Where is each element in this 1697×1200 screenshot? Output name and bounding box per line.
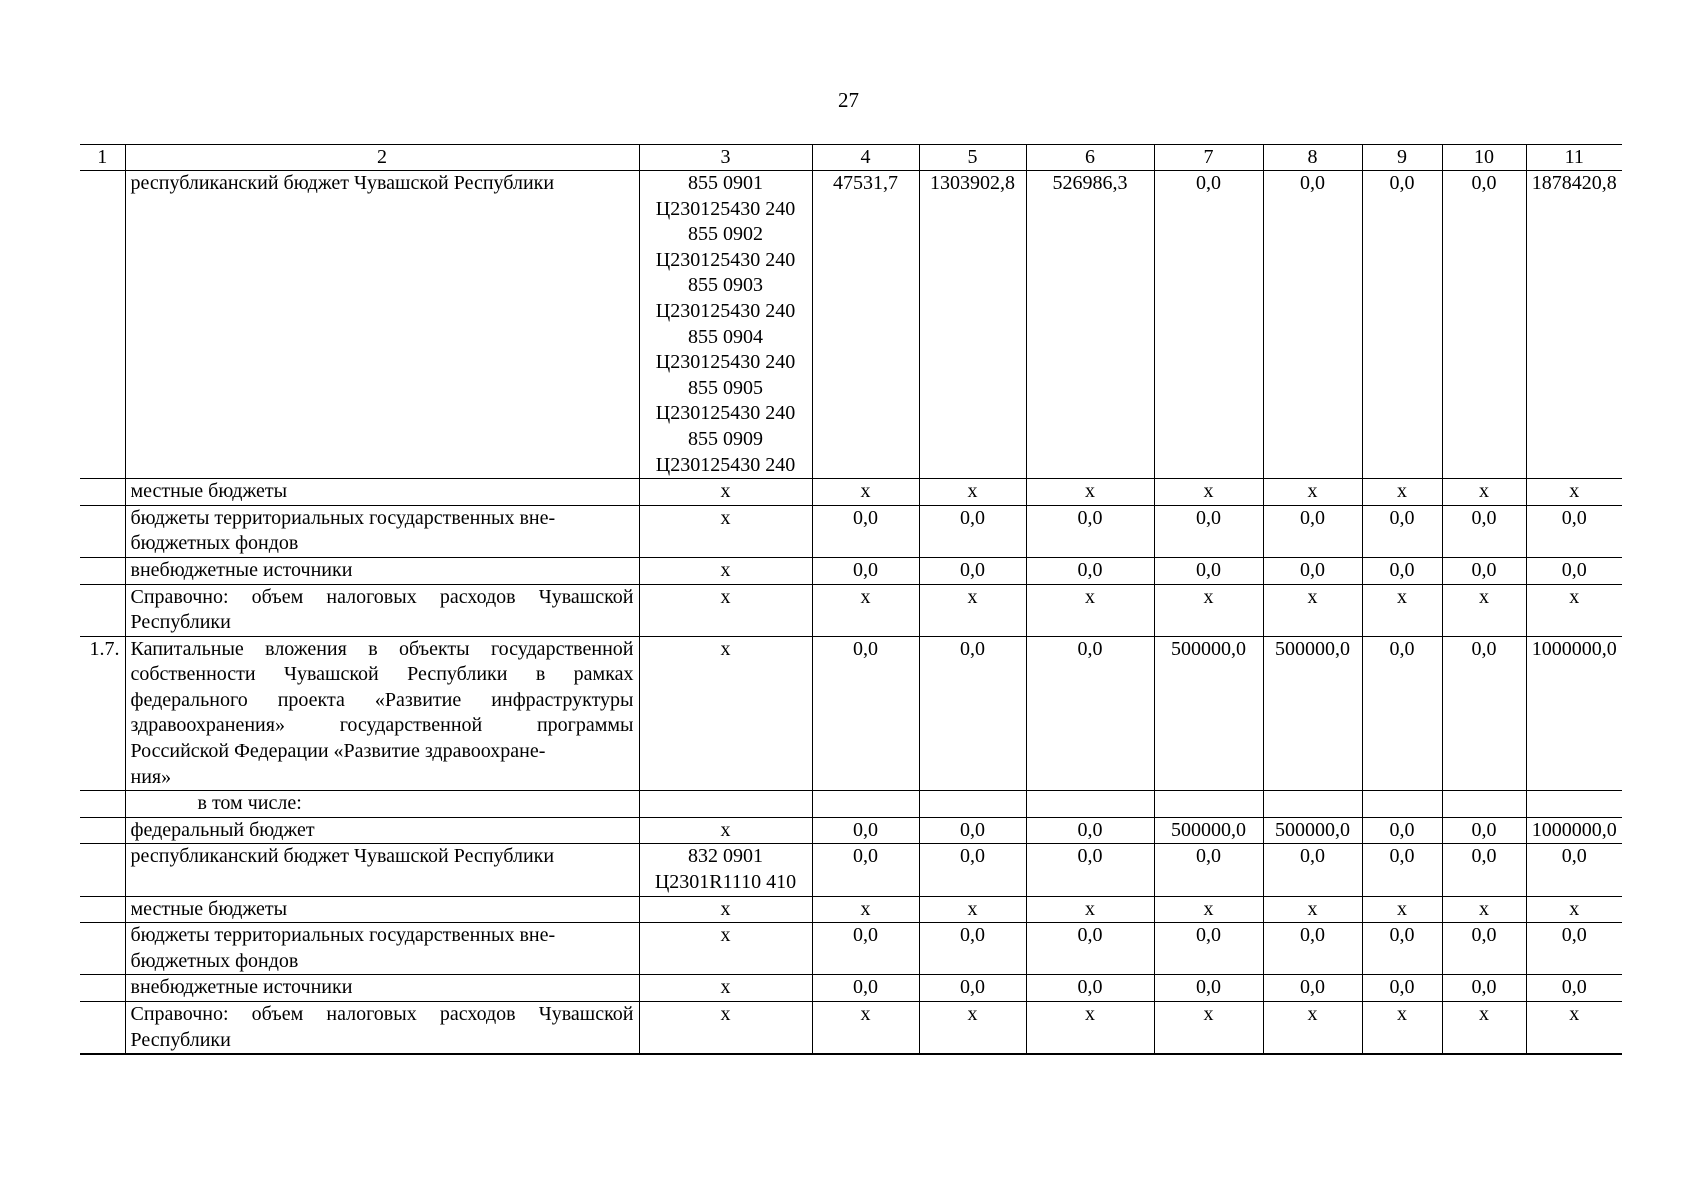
value-cell-col-4: 47531,7 bbox=[812, 171, 919, 479]
row-number-cell bbox=[80, 817, 125, 844]
value-cell-col-5: 0,0 bbox=[919, 557, 1026, 584]
value-cell-col-10: х bbox=[1442, 1002, 1526, 1055]
value-cell-col-11: 0,0 bbox=[1526, 844, 1622, 896]
table-row bbox=[80, 975, 1622, 1002]
budget-code-cell bbox=[639, 975, 812, 1002]
value-cell-col-7: х bbox=[1154, 896, 1263, 923]
table-row bbox=[80, 636, 1622, 791]
row-number-cell bbox=[80, 896, 125, 923]
budget-code-line: 855 0909 bbox=[688, 427, 763, 450]
value-cell-col-8: 500000,0 bbox=[1263, 636, 1362, 791]
value-cell-col-10 bbox=[1442, 791, 1526, 818]
row-number-cell bbox=[80, 479, 125, 506]
value-cell-col-11: х bbox=[1526, 1002, 1622, 1055]
row-name-cell: Справочно: объем налоговых расходов Чувашской Республики bbox=[125, 584, 639, 636]
row-name-cell: бюджеты территориальных государственных вне- бюджетных фондов bbox=[125, 505, 639, 557]
column-number-cell: 11 bbox=[1526, 145, 1622, 171]
value-cell-col-8: 500000,0 bbox=[1263, 817, 1362, 844]
value-cell-col-7: х bbox=[1154, 479, 1263, 506]
budget-code-line: Ц230125430 240 bbox=[655, 351, 796, 374]
value-cell-col-6: 0,0 bbox=[1026, 817, 1154, 844]
value-cell-col-10: х bbox=[1442, 479, 1526, 506]
budget-code-line: х bbox=[720, 976, 731, 999]
budget-code-cell bbox=[639, 636, 812, 791]
value-cell-col-4: 0,0 bbox=[812, 975, 919, 1002]
column-number-cell: 5 bbox=[919, 145, 1026, 171]
value-cell-col-7: 0,0 bbox=[1154, 557, 1263, 584]
value-cell-col-9 bbox=[1362, 791, 1442, 818]
budget-code-cell bbox=[639, 923, 812, 975]
budget-code-line: 855 0905 bbox=[688, 376, 763, 399]
value-cell-col-10: х bbox=[1442, 584, 1526, 636]
value-cell-col-8: 0,0 bbox=[1263, 923, 1362, 975]
budget-code-cell bbox=[639, 171, 812, 479]
budget-code-line: 855 0903 bbox=[688, 274, 763, 297]
value-cell-col-6: 0,0 bbox=[1026, 923, 1154, 975]
value-cell-col-6: х bbox=[1026, 896, 1154, 923]
value-cell-col-9: 0,0 bbox=[1362, 844, 1442, 896]
value-cell-col-9: 0,0 bbox=[1362, 817, 1442, 844]
budget-code-cell bbox=[639, 817, 812, 844]
value-cell-col-5: 1303902,8 bbox=[919, 171, 1026, 479]
value-cell-col-9: х bbox=[1362, 479, 1442, 506]
value-cell-col-10: 0,0 bbox=[1442, 636, 1526, 791]
table-row bbox=[80, 923, 1622, 975]
value-cell-col-7: 0,0 bbox=[1154, 505, 1263, 557]
budget-code-line: 855 0902 bbox=[688, 223, 763, 246]
value-cell-col-10: 0,0 bbox=[1442, 505, 1526, 557]
value-cell-col-6: 0,0 bbox=[1026, 505, 1154, 557]
column-number-cell: 3 bbox=[639, 145, 812, 171]
budget-code-line: х bbox=[720, 818, 731, 841]
value-cell-col-8 bbox=[1263, 791, 1362, 818]
value-cell-col-11: х bbox=[1526, 479, 1622, 506]
row-name-cell: Капитальные вложения в объекты государственной собственности Чувашской Республики в рамках федерального проекта «Развитие инфраструктуры здравоохранения» государственной программы Российской Федерации «Развитие здравоохране- ния» bbox=[125, 636, 639, 791]
row-number-cell bbox=[80, 1002, 125, 1055]
row-name-cell: внебюджетные источники bbox=[125, 557, 639, 584]
value-cell-col-5 bbox=[919, 791, 1026, 818]
budget-code-cell bbox=[639, 1002, 812, 1055]
table-row bbox=[80, 791, 1622, 818]
budget-code-cell bbox=[639, 844, 812, 896]
value-cell-col-8: 0,0 bbox=[1263, 171, 1362, 479]
value-cell-col-10: 0,0 bbox=[1442, 557, 1526, 584]
value-cell-col-6: 0,0 bbox=[1026, 557, 1154, 584]
row-number-cell bbox=[80, 791, 125, 818]
value-cell-col-10: 0,0 bbox=[1442, 171, 1526, 479]
row-number-cell bbox=[80, 975, 125, 1002]
value-cell-col-10: 0,0 bbox=[1442, 975, 1526, 1002]
budget-code-line: х bbox=[720, 897, 731, 920]
table-body bbox=[80, 145, 1622, 1055]
value-cell-col-6: 0,0 bbox=[1026, 636, 1154, 791]
row-number-cell: 1.7. bbox=[80, 636, 125, 791]
value-cell-col-4 bbox=[812, 791, 919, 818]
value-cell-col-4: х bbox=[812, 896, 919, 923]
value-cell-col-8: 0,0 bbox=[1263, 975, 1362, 1002]
value-cell-col-5: х bbox=[919, 584, 1026, 636]
value-cell-col-9: 0,0 bbox=[1362, 975, 1442, 1002]
value-cell-col-4: 0,0 bbox=[812, 557, 919, 584]
row-number-cell bbox=[80, 584, 125, 636]
value-cell-col-11: 1000000,0 bbox=[1526, 817, 1622, 844]
row-name-cell: федеральный бюджет bbox=[125, 817, 639, 844]
value-cell-col-9: 0,0 bbox=[1362, 636, 1442, 791]
value-cell-col-10: х bbox=[1442, 896, 1526, 923]
budget-code-line: х bbox=[720, 1003, 731, 1025]
value-cell-col-7: 0,0 bbox=[1154, 844, 1263, 896]
value-cell-col-5: 0,0 bbox=[919, 817, 1026, 844]
budget-code-line: Ц2301R1110 410 bbox=[654, 871, 797, 894]
row-number-cell bbox=[80, 505, 125, 557]
table-row bbox=[80, 557, 1622, 584]
value-cell-col-11: 0,0 bbox=[1526, 557, 1622, 584]
value-cell-col-11: х bbox=[1526, 896, 1622, 923]
value-cell-col-8: 0,0 bbox=[1263, 557, 1362, 584]
column-number-cell: 10 bbox=[1442, 145, 1526, 171]
row-number-cell bbox=[80, 557, 125, 584]
budget-code-line: Ц230125430 240 bbox=[655, 299, 796, 322]
row-name-cell: местные бюджеты bbox=[125, 479, 639, 506]
value-cell-col-7: 0,0 bbox=[1154, 975, 1263, 1002]
column-number-cell: 2 bbox=[125, 145, 639, 171]
value-cell-col-11: 0,0 bbox=[1526, 975, 1622, 1002]
value-cell-col-7: 500000,0 bbox=[1154, 817, 1263, 844]
value-cell-col-5: х bbox=[919, 479, 1026, 506]
value-cell-col-11: 1878420,8 bbox=[1526, 171, 1622, 479]
table-row bbox=[80, 479, 1622, 506]
row-number-cell bbox=[80, 171, 125, 479]
row-name-cell: республиканский бюджет Чувашской Республики bbox=[125, 171, 639, 479]
column-number-cell: 1 bbox=[80, 145, 125, 171]
value-cell-col-11: 0,0 bbox=[1526, 923, 1622, 975]
value-cell-col-8: 0,0 bbox=[1263, 505, 1362, 557]
budget-code-line: х bbox=[720, 585, 731, 608]
budget-code-cell bbox=[639, 505, 812, 557]
budget-code-line: х bbox=[720, 506, 731, 529]
value-cell-col-11: х bbox=[1526, 584, 1622, 636]
budget-code-cell bbox=[639, 479, 812, 506]
row-number-cell bbox=[80, 923, 125, 975]
value-cell-col-7 bbox=[1154, 791, 1263, 818]
row-name-cell: Справочно: объем налоговых расходов Чувашской Республики bbox=[125, 1002, 639, 1055]
budget-code-line: х bbox=[720, 558, 731, 581]
value-cell-col-5: х bbox=[919, 1002, 1026, 1055]
row-name-cell: местные бюджеты bbox=[125, 896, 639, 923]
value-cell-col-7: х bbox=[1154, 1002, 1263, 1055]
value-cell-col-6: 0,0 bbox=[1026, 975, 1154, 1002]
budget-code-line: 855 0901 bbox=[688, 172, 763, 194]
value-cell-col-4: х bbox=[812, 584, 919, 636]
value-cell-col-4: 0,0 bbox=[812, 817, 919, 844]
column-number-header-row bbox=[80, 145, 1622, 171]
column-number-cell: 6 bbox=[1026, 145, 1154, 171]
column-number-cell: 9 bbox=[1362, 145, 1442, 171]
value-cell-col-6: х bbox=[1026, 1002, 1154, 1055]
value-cell-col-10: 0,0 bbox=[1442, 844, 1526, 896]
value-cell-col-6: х bbox=[1026, 584, 1154, 636]
value-cell-col-5: 0,0 bbox=[919, 975, 1026, 1002]
table-row bbox=[80, 896, 1622, 923]
value-cell-col-11 bbox=[1526, 791, 1622, 818]
budget-table bbox=[80, 144, 1622, 1055]
budget-code-line: 855 0904 bbox=[688, 325, 763, 348]
value-cell-col-5: х bbox=[919, 896, 1026, 923]
value-cell-col-6: х bbox=[1026, 479, 1154, 506]
value-cell-col-4: 0,0 bbox=[812, 844, 919, 896]
budget-code-line: Ц230125430 240 bbox=[655, 402, 796, 425]
budget-code-line: х bbox=[720, 924, 731, 947]
budget-code-cell bbox=[639, 557, 812, 584]
table-row bbox=[80, 505, 1622, 557]
value-cell-col-5: 0,0 bbox=[919, 636, 1026, 791]
value-cell-col-5: 0,0 bbox=[919, 923, 1026, 975]
value-cell-col-4: 0,0 bbox=[812, 923, 919, 975]
value-cell-col-4: х bbox=[812, 1002, 919, 1055]
column-number-cell: 8 bbox=[1263, 145, 1362, 171]
value-cell-col-9: х bbox=[1362, 896, 1442, 923]
value-cell-col-6: 526986,3 bbox=[1026, 171, 1154, 479]
value-cell-col-9: 0,0 bbox=[1362, 505, 1442, 557]
value-cell-col-9: х bbox=[1362, 1002, 1442, 1055]
table-row bbox=[80, 584, 1622, 636]
row-name-cell: в том числе: bbox=[125, 791, 639, 818]
value-cell-col-8: х bbox=[1263, 896, 1362, 923]
budget-code-line: х bbox=[720, 480, 731, 503]
table-row bbox=[80, 1002, 1622, 1055]
budget-code-cell bbox=[639, 791, 812, 818]
value-cell-col-11: 0,0 bbox=[1526, 505, 1622, 557]
column-number-cell: 7 bbox=[1154, 145, 1263, 171]
table-row bbox=[80, 844, 1622, 896]
value-cell-col-6: 0,0 bbox=[1026, 844, 1154, 896]
value-cell-col-8: 0,0 bbox=[1263, 844, 1362, 896]
value-cell-col-8: х bbox=[1263, 479, 1362, 506]
value-cell-col-9: 0,0 bbox=[1362, 171, 1442, 479]
value-cell-col-5: 0,0 bbox=[919, 844, 1026, 896]
value-cell-col-7: х bbox=[1154, 584, 1263, 636]
budget-code-line: х bbox=[720, 637, 731, 660]
value-cell-col-9: 0,0 bbox=[1362, 557, 1442, 584]
budget-code-line: Ц230125430 240 bbox=[655, 248, 796, 271]
value-cell-col-10: 0,0 bbox=[1442, 817, 1526, 844]
value-cell-col-8: х bbox=[1263, 584, 1362, 636]
row-number-cell bbox=[80, 844, 125, 896]
row-name-cell: республиканский бюджет Чувашской Республики bbox=[125, 844, 639, 896]
value-cell-col-9: х bbox=[1362, 584, 1442, 636]
value-cell-col-4: 0,0 bbox=[812, 505, 919, 557]
value-cell-col-7: 0,0 bbox=[1154, 923, 1263, 975]
value-cell-col-4: х bbox=[812, 479, 919, 506]
value-cell-col-7: 500000,0 bbox=[1154, 636, 1263, 791]
value-cell-col-6 bbox=[1026, 791, 1154, 818]
budget-code-line: Ц230125430 240 bbox=[655, 197, 796, 220]
column-number-cell: 4 bbox=[812, 145, 919, 171]
budget-code-line: Ц230125430 240 bbox=[655, 453, 796, 476]
value-cell-col-7: 0,0 bbox=[1154, 171, 1263, 479]
budget-code-line: 832 0901 bbox=[688, 845, 763, 868]
row-name-cell: внебюджетные источники bbox=[125, 975, 639, 1002]
value-cell-col-9: 0,0 bbox=[1362, 923, 1442, 975]
value-cell-col-8: х bbox=[1263, 1002, 1362, 1055]
budget-code-cell bbox=[639, 896, 812, 923]
value-cell-col-5: 0,0 bbox=[919, 505, 1026, 557]
value-cell-col-11: 1000000,0 bbox=[1526, 636, 1622, 791]
table-row bbox=[80, 817, 1622, 844]
value-cell-col-10: 0,0 bbox=[1442, 923, 1526, 975]
value-cell-col-4: 0,0 bbox=[812, 636, 919, 791]
page-number: 27 bbox=[838, 88, 859, 112]
budget-code-cell bbox=[639, 584, 812, 636]
table-row bbox=[80, 171, 1622, 479]
row-name-cell: бюджеты территориальных государственных вне- бюджетных фондов bbox=[125, 923, 639, 975]
